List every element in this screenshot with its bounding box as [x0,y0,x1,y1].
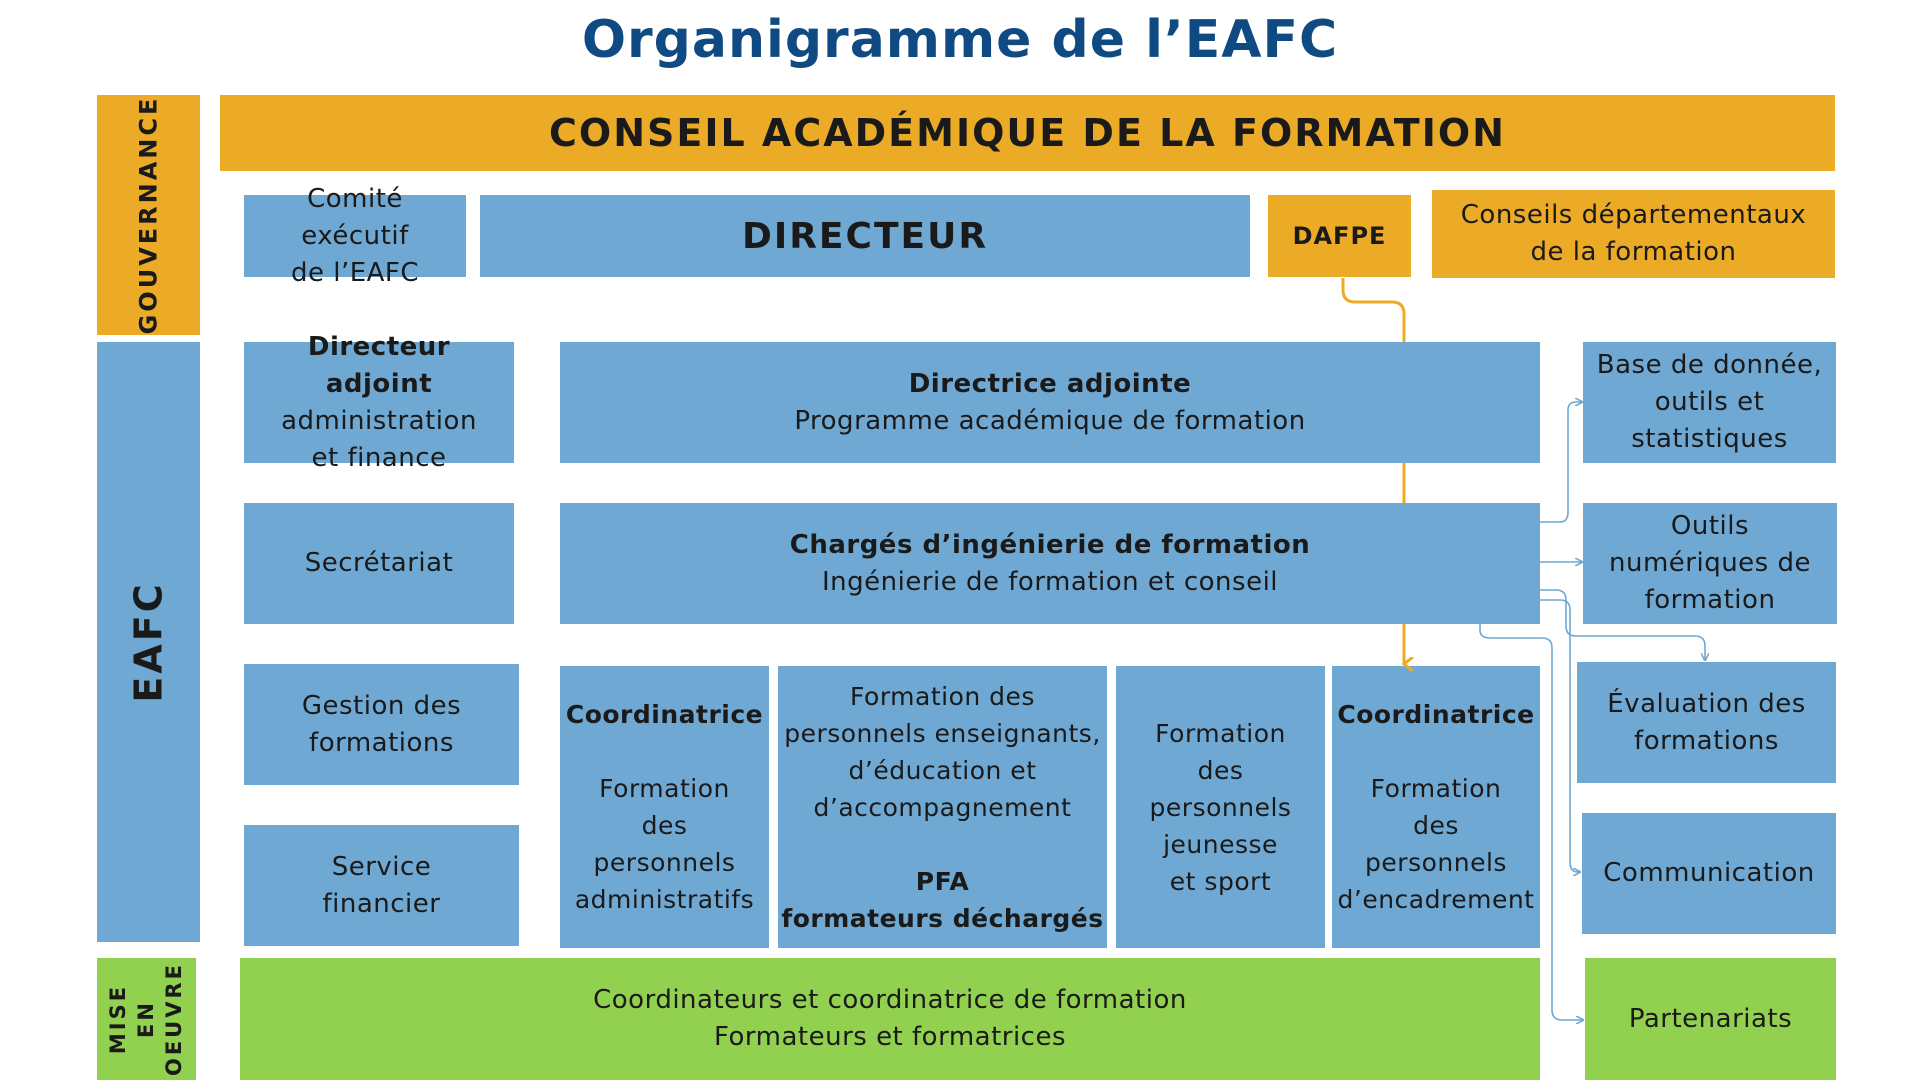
directrice-adjointe-box: Directrice adjointe Programme académique de formation [560,342,1540,463]
conseil-academique-box [220,95,1835,171]
coordinatrice-administratifs-box: Coordinatrice Formation des personnels administratifs [560,666,769,948]
evaluation-formations-box: Évaluation des formations [1577,662,1836,783]
formation-enseignants-box: Formation des personnels enseignants, d’éducation et d’accompagnement PFA formateurs déchargés [778,666,1107,948]
directeur-label: DIRECTEUR [741,215,989,257]
mise-en-oeuvre-box: Coordinateurs et coordinatrice de formation Formateurs et formatrices [240,958,1540,1080]
eafc-label [97,342,200,942]
communication-box: Communication [1582,813,1836,934]
partenariats-box: Partenariats [1585,958,1836,1080]
eafc-label-text: EAFC [126,581,171,703]
charges-ingenierie-box: Chargés d’ingénierie de formation Ingénierie de formation et conseil [560,503,1540,624]
base-donnees-box: Base de donnée, outils et statistiques [1583,342,1836,463]
gestion-formations-box: Gestion des formations [244,664,519,785]
dafpe-label: DAFPE [1292,222,1387,250]
conseils-departementaux-box: Conseils départementaux de la formation [1432,190,1835,278]
dafpe-connector [1343,278,1404,342]
gouvernance-label [97,95,200,335]
mise-en-oeuvre-label [97,958,196,1080]
secretariat-box: Secrétariat [244,503,514,624]
directeur-adjoint-box: Directeur adjoint administration et finance [244,342,514,463]
gouvernance-label-text: GOUVERNANCE [134,95,163,335]
coordinatrice-encadrement-box: Coordinatrice Formation des personnels d’encadrement [1332,666,1540,948]
service-financier-box: Service financier [244,825,519,946]
mise-en-oeuvre-label-text: MISE EN OEUVRE [106,961,187,1077]
to-communication-connector [1540,600,1580,872]
outils-numeriques-box: Outils numériques de formation [1583,503,1837,624]
dafpe-box [1268,195,1411,277]
page-title: Organigramme de l’EAFC [581,10,1339,70]
comite-executif-box: Comité exécutif de l’EAFC [244,195,466,277]
to-base-connector [1540,402,1582,522]
conseil-academique-label: CONSEIL ACADÉMIQUE DE LA FORMATION [549,111,1506,155]
directeur-box [480,195,1250,277]
formation-jeunesse-sport-box: Formation des personnels jeunesse et sport [1116,666,1325,948]
